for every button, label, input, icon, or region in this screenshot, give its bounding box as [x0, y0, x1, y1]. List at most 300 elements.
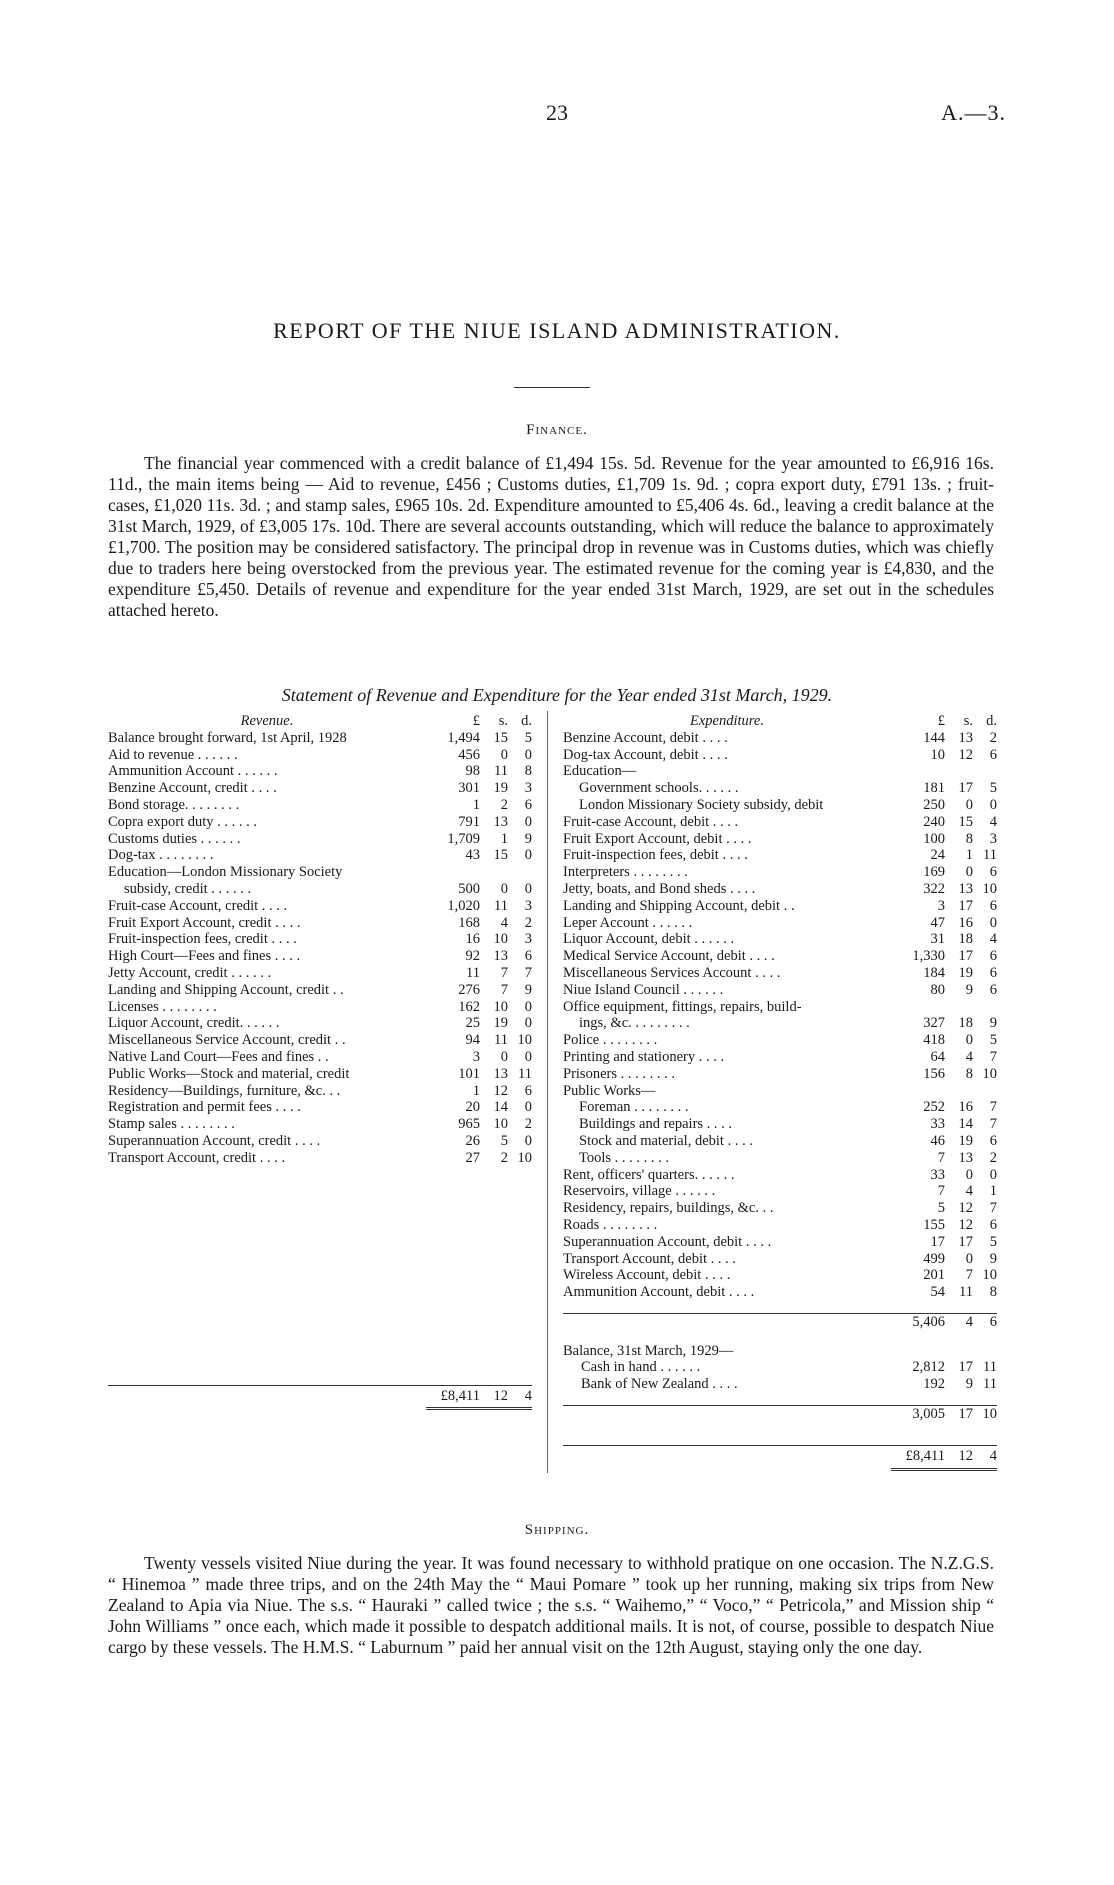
expenditure-row-label: Fruit-case Account, debit . . . . — [563, 813, 739, 830]
pounds: 3 — [937, 897, 945, 914]
shillings: 7 — [500, 964, 508, 981]
pounds: 169 — [923, 864, 945, 881]
pounds: 1,709 — [447, 830, 480, 847]
revenue-row-amount — [426, 881, 532, 898]
revenue-row-amount — [426, 1015, 532, 1032]
revenue-row — [108, 948, 532, 965]
expenditure-row-label: London Missionary Society subsidy, debit — [579, 796, 824, 813]
pounds: 2,812 — [912, 1359, 945, 1376]
expenditure-row-label: Medical Service Account, debit . . . . — [563, 948, 775, 965]
pounds: 98 — [465, 763, 480, 780]
pence: 6 — [989, 897, 997, 914]
shillings: 16 — [958, 1099, 973, 1116]
revenue-row-label: Ammunition Account . . . . . . — [108, 763, 278, 780]
pounds: 5 — [937, 1200, 945, 1217]
shillings: 8 — [965, 830, 973, 847]
shillings: s. — [963, 713, 973, 729]
pence: 6 — [989, 948, 997, 965]
revenue-row — [108, 1032, 532, 1049]
pounds: 33 — [930, 1166, 945, 1183]
expenditure-row — [563, 847, 997, 864]
revenue-row-amount — [426, 797, 532, 814]
pounds: 252 — [923, 1099, 945, 1116]
revenue-row — [108, 898, 532, 915]
shillings: 9 — [965, 981, 973, 998]
expenditure-row-amount — [891, 1150, 997, 1167]
pounds: 500 — [458, 880, 480, 897]
expenditure-row — [563, 1251, 997, 1268]
expenditure-row-label: Public Works— — [563, 1082, 656, 1099]
revenue-row-label: Benzine Account, credit . . . . — [108, 780, 277, 797]
revenue-row — [108, 763, 532, 780]
revenue-row-amount — [426, 1032, 532, 1049]
balance-total-amount — [891, 1406, 997, 1423]
revenue-row — [108, 780, 532, 797]
shillings: 0 — [965, 864, 973, 881]
pounds: 10 — [930, 746, 945, 763]
expenditure-row-amount — [891, 864, 997, 881]
revenue-spacer — [108, 1167, 532, 1385]
pounds: 94 — [465, 1032, 480, 1049]
pounds: 100 — [923, 830, 945, 847]
expenditure-row — [563, 1049, 997, 1066]
expenditure-row-amount — [891, 1234, 997, 1251]
pence: d. — [986, 713, 997, 729]
finance-section — [108, 453, 994, 621]
pounds: 101 — [458, 1065, 480, 1082]
pounds: 3,005 — [912, 1406, 945, 1423]
expenditure-row-amount — [891, 1133, 997, 1150]
pounds: 20 — [465, 1099, 480, 1116]
pounds: 162 — [458, 998, 480, 1015]
pence: 10 — [517, 1032, 532, 1049]
expenditure-row — [563, 1099, 997, 1116]
expenditure-row-label: Superannuation Account, debit . . . . — [563, 1233, 772, 1250]
pence: d. — [521, 713, 532, 729]
shillings: 0 — [500, 880, 508, 897]
expenditure-row-amount — [891, 1116, 997, 1133]
revenue-row — [108, 965, 532, 982]
revenue-row-label: Native Land Court—Fees and fines . . — [108, 1048, 329, 1065]
shillings: 12 — [958, 1216, 973, 1233]
pence: 10 — [982, 1065, 997, 1082]
shillings: 10 — [493, 1116, 508, 1133]
shillings: 12 — [958, 1200, 973, 1217]
revenue-row-label: Public Works—Stock and material, credit — [108, 1065, 350, 1082]
expenditure-row-amount — [891, 814, 997, 831]
pounds: 7 — [937, 1149, 945, 1166]
pounds: 499 — [923, 1250, 945, 1267]
revenue-row-amount — [426, 948, 532, 965]
shillings: 8 — [965, 1065, 973, 1082]
revenue-row-amount — [426, 1066, 532, 1083]
expenditure-row-amount — [891, 1217, 997, 1234]
expenditure-row — [563, 1150, 997, 1167]
expenditure-row — [563, 1284, 997, 1301]
expenditure-row-label: Wireless Account, debit . . . . — [563, 1267, 731, 1284]
pence: 5 — [524, 729, 532, 746]
expenditure-row-label: Miscellaneous Services Account . . . . — [563, 964, 781, 981]
shillings: 11 — [494, 1032, 508, 1049]
expenditure-row — [563, 982, 997, 999]
expenditure-row — [563, 1032, 997, 1049]
expenditure-header — [563, 713, 997, 730]
pence: 6 — [989, 981, 997, 998]
revenue-row — [108, 931, 532, 948]
pounds: 418 — [923, 1032, 945, 1049]
revenue-row-amount — [426, 999, 532, 1016]
revenue-row-label: High Court—Fees and fines . . . . — [108, 948, 301, 965]
pence: 7 — [524, 964, 532, 981]
expenditure-row-label: Buildings and repairs . . . . — [579, 1116, 733, 1133]
pence: 7 — [989, 1099, 997, 1116]
pounds: 24 — [930, 847, 945, 864]
revenue-row — [108, 847, 532, 864]
expenditure-row-label: Police . . . . . . . . — [563, 1032, 658, 1049]
revenue-row-amount — [426, 730, 532, 747]
pence: 8 — [989, 1284, 997, 1301]
pounds: 27 — [465, 1149, 480, 1166]
pence: 6 — [524, 796, 532, 813]
shillings: 10 — [493, 998, 508, 1015]
revenue-row-label: Jetty Account, credit . . . . . . — [108, 964, 272, 981]
pence: 0 — [524, 746, 532, 763]
revenue-double-rule — [426, 1407, 532, 1410]
shillings: 15 — [958, 813, 973, 830]
revenue-row-label: Aid to revenue . . . . . . — [108, 746, 238, 763]
pounds: £ — [472, 713, 480, 729]
expenditure-row-amount — [891, 747, 997, 764]
revenue-row-amount — [426, 1049, 532, 1066]
column-divider — [547, 711, 548, 1473]
pounds: 43 — [465, 847, 480, 864]
pence: 6 — [989, 864, 997, 881]
balance-row-label: Bank of New Zealand . . . . — [581, 1376, 738, 1393]
pounds: 301 — [458, 780, 480, 797]
pence: 9 — [524, 830, 532, 847]
pounds: 184 — [923, 964, 945, 981]
shillings: 13 — [493, 1065, 508, 1082]
expenditure-row-amount — [891, 1167, 997, 1184]
shillings: 17 — [958, 897, 973, 914]
pounds: 456 — [458, 746, 480, 763]
pounds: 16 — [465, 931, 480, 948]
expenditure-row-label: Jetty, boats, and Bond sheds . . . . — [563, 880, 756, 897]
revenue-header-amount — [426, 713, 532, 730]
pence: 6 — [524, 948, 532, 965]
revenue-row-amount — [426, 1133, 532, 1150]
pence: 3 — [524, 897, 532, 914]
pence: 0 — [524, 813, 532, 830]
shillings: 13 — [493, 813, 508, 830]
pounds: £8,411 — [905, 1447, 945, 1464]
shillings: 12 — [493, 1082, 508, 1099]
pence: 0 — [989, 914, 997, 931]
pence: 2 — [524, 914, 532, 931]
pence: 10 — [982, 1406, 997, 1423]
pence: 2 — [989, 1149, 997, 1166]
expenditure-row-label: Fruit-inspection fees, debit . . . . — [563, 847, 748, 864]
pounds: 64 — [930, 1048, 945, 1065]
revenue-row-amount — [426, 1099, 532, 1116]
expenditure-row-amount — [891, 948, 997, 965]
shillings: 17 — [958, 948, 973, 965]
shillings: 13 — [958, 729, 973, 746]
revenue-row-label: Dog-tax . . . . . . . . — [108, 847, 214, 864]
pounds: 54 — [930, 1284, 945, 1301]
shillings: 2 — [500, 796, 508, 813]
pence: 4 — [524, 1387, 532, 1404]
expenditure-row-amount — [891, 1200, 997, 1217]
expenditure-row — [563, 730, 997, 747]
shillings: 0 — [965, 1032, 973, 1049]
pounds: 155 — [923, 1216, 945, 1233]
revenue-row-label: Licenses . . . . . . . . — [108, 998, 217, 1015]
shillings: 4 — [500, 914, 508, 931]
pence: 9 — [989, 1250, 997, 1267]
shillings: 17 — [958, 1406, 973, 1423]
pounds: 192 — [923, 1376, 945, 1393]
shillings: 15 — [493, 847, 508, 864]
expenditure-row-amount — [891, 965, 997, 982]
expenditure-row — [563, 931, 997, 948]
shillings: 13 — [958, 880, 973, 897]
expenditure-row — [563, 915, 997, 932]
shillings: 0 — [965, 1166, 973, 1183]
revenue-row — [108, 1015, 532, 1032]
revenue-row — [108, 1099, 532, 1116]
expenditure-row — [563, 1167, 997, 1184]
shillings: 2 — [500, 1149, 508, 1166]
revenue-row-label: subsidy, credit . . . . . . — [124, 880, 252, 897]
revenue-row-amount — [426, 931, 532, 948]
shipping-paragraph: Twenty vessels visited Niue during the year. It was found necessary to withhold pratique on one occasion. The N.Z.G.S. “ Hinemoa ” made three trips, and on the 24th May the “ Maui Pomare ” took up her running, making six trips from New Zealand to Apia via Niue. The s.s. “ Hauraki ” called twice ; the s.s. “ Waihemo,” “ Voco,” “ Petricola,” and Mission ship “ John Williams ” once each, which made it possible to despatch additional mails. It is not, of course, possible to despatch Niue cargo by these vessels. The H.M.S. “ Laburnum ” paid her annual visit on the 12th August, staying only the one day. — [108, 1553, 994, 1657]
expenditure-row-label: Interpreters . . . . . . . . — [563, 864, 688, 881]
pence: 7 — [989, 1116, 997, 1133]
revenue-row-amount — [426, 814, 532, 831]
revenue-row-label: Education—London Missionary Society — [108, 864, 343, 881]
revenue-row — [108, 999, 532, 1016]
pence: 6 — [989, 1216, 997, 1233]
revenue-row — [108, 881, 532, 898]
revenue-row — [108, 730, 532, 747]
pounds: 250 — [923, 796, 945, 813]
pounds: 46 — [930, 1132, 945, 1149]
shillings: 14 — [958, 1116, 973, 1133]
expenditure-row-label: Residency, repairs, buildings, &c. . . — [563, 1200, 774, 1217]
pence: 7 — [989, 1048, 997, 1065]
revenue-row-label: Fruit-inspection fees, credit . . . . — [108, 931, 297, 948]
pence: 10 — [517, 1149, 532, 1166]
shillings: 12 — [493, 1387, 508, 1404]
shillings: 11 — [494, 897, 508, 914]
shillings: 0 — [965, 796, 973, 813]
shillings: 5 — [500, 1132, 508, 1149]
expenditure-row-label: Government schools. . . . . . — [579, 780, 739, 797]
pence: 0 — [524, 880, 532, 897]
expenditure-row-amount — [891, 1099, 997, 1116]
expenditure-row-label: Liquor Account, debit . . . . . . — [563, 931, 735, 948]
shillings: 13 — [493, 948, 508, 965]
shillings: 12 — [958, 1447, 973, 1464]
revenue-row — [108, 1116, 532, 1133]
expenditure-spacer — [563, 1423, 997, 1445]
shillings: 7 — [965, 1267, 973, 1284]
expenditure-gap — [563, 1331, 997, 1343]
expenditure-row-amount — [891, 1015, 997, 1032]
expenditure-row — [563, 831, 997, 848]
revenue-row-amount — [426, 982, 532, 999]
expenditure-row — [563, 864, 997, 881]
pounds: 276 — [458, 981, 480, 998]
expenditure-row-amount — [891, 831, 997, 848]
revenue-grand-total — [108, 1385, 532, 1405]
pence: 0 — [524, 1099, 532, 1116]
pounds: 240 — [923, 813, 945, 830]
expenditure-row-amount — [891, 1251, 997, 1268]
revenue-row-amount — [426, 1116, 532, 1133]
pence: 6 — [989, 746, 997, 763]
expenditure-row — [563, 1133, 997, 1150]
revenue-row-amount — [426, 915, 532, 932]
pounds: 1,494 — [447, 729, 480, 746]
pence: 6 — [989, 1313, 997, 1330]
expenditure-row — [563, 814, 997, 831]
pounds: 181 — [923, 780, 945, 797]
pounds: 1,020 — [447, 897, 480, 914]
revenue-row-label: Superannuation Account, credit . . . . — [108, 1132, 321, 1149]
pence: 6 — [989, 964, 997, 981]
pence: 10 — [982, 1267, 997, 1284]
pounds: 80 — [930, 981, 945, 998]
pounds: 1,330 — [912, 948, 945, 965]
revenue-row-label: Landing and Shipping Account, credit . . — [108, 981, 344, 998]
shillings: 1 — [500, 830, 508, 847]
revenue-row — [108, 1083, 532, 1100]
pence: 7 — [989, 1200, 997, 1217]
pence: 0 — [989, 796, 997, 813]
expenditure-header-label: Expenditure. — [690, 713, 764, 729]
revenue-row-amount — [426, 780, 532, 797]
revenue-row-label: Fruit-case Account, credit . . . . — [108, 897, 288, 914]
expenditure-row-amount — [891, 881, 997, 898]
pence: 10 — [982, 880, 997, 897]
expenditure-row-amount — [891, 982, 997, 999]
expenditure-row-label: Printing and stationery . . . . — [563, 1048, 725, 1065]
pounds: 322 — [923, 880, 945, 897]
shillings: 13 — [958, 1149, 973, 1166]
expenditure-row-amount — [891, 1284, 997, 1301]
revenue-row-label: Liquor Account, credit. . . . . . — [108, 1015, 280, 1032]
revenue-row — [108, 831, 532, 848]
revenue-row — [108, 1066, 532, 1083]
pounds: 26 — [465, 1132, 480, 1149]
balance-heading-label: Balance, 31st March, 1929— — [563, 1342, 734, 1359]
expenditure-table — [563, 713, 997, 1471]
balance-row-label: Cash in hand . . . . . . — [581, 1359, 701, 1376]
expenditure-row-label: Roads . . . . . . . . — [563, 1216, 658, 1233]
balance-heading — [563, 1343, 997, 1360]
shillings: 14 — [493, 1099, 508, 1116]
balance-row — [563, 1359, 997, 1376]
revenue-row — [108, 1049, 532, 1066]
revenue-row-label: Balance brought forward, 1st April, 1928 — [108, 729, 347, 746]
expenditure-grand-total — [563, 1445, 997, 1465]
pounds: 1 — [472, 1082, 480, 1099]
revenue-row-label: Fruit Export Account, credit . . . . — [108, 914, 301, 931]
finance-heading: Finance. — [526, 422, 588, 438]
pence: 11 — [983, 847, 997, 864]
expenditure-row-amount — [891, 931, 997, 948]
revenue-row — [108, 797, 532, 814]
expenditure-row-label: Fruit Export Account, debit . . . . — [563, 830, 752, 847]
pence: 0 — [524, 847, 532, 864]
pence: 5 — [989, 780, 997, 797]
expenditure-row — [563, 999, 997, 1016]
revenue-row — [108, 915, 532, 932]
revenue-row-amount — [426, 847, 532, 864]
shillings: 19 — [493, 780, 508, 797]
revenue-row-label: Miscellaneous Service Account, credit . . — [108, 1032, 346, 1049]
expenditure-row-amount — [891, 1066, 997, 1083]
expenditure-row-amount — [891, 1032, 997, 1049]
revenue-row-label: Copra export duty . . . . . . — [108, 813, 258, 830]
expenditure-row-amount — [891, 1267, 997, 1284]
expenditure-row-amount — [891, 730, 997, 747]
pounds: 7 — [937, 1183, 945, 1200]
expenditure-row — [563, 797, 997, 814]
pence: 1 — [989, 1183, 997, 1200]
expenditure-row-label: Niue Island Council . . . . . . — [563, 981, 724, 998]
pounds: 3 — [472, 1048, 480, 1065]
pence: 4 — [989, 931, 997, 948]
pounds: 47 — [930, 914, 945, 931]
expenditure-row-label: Dog-tax Account, debit . . . . — [563, 746, 728, 763]
expenditure-row-label: Foreman . . . . . . . . — [579, 1099, 689, 1116]
revenue-row-amount — [426, 898, 532, 915]
pounds: 791 — [458, 813, 480, 830]
expenditure-subtotal — [563, 1313, 997, 1331]
pence: 9 — [524, 981, 532, 998]
expenditure-row — [563, 898, 997, 915]
expenditure-row-label: Tools . . . . . . . . — [579, 1149, 670, 1166]
document-reference: A.—3. — [941, 100, 1006, 125]
shillings: 4 — [965, 1048, 973, 1065]
shillings: 18 — [958, 931, 973, 948]
pounds: 33 — [930, 1116, 945, 1133]
pence: 2 — [524, 1116, 532, 1133]
pounds: 5,406 — [912, 1313, 945, 1330]
pence: 0 — [524, 998, 532, 1015]
pence: 6 — [989, 1132, 997, 1149]
pounds: 965 — [458, 1116, 480, 1133]
expenditure-row-label: Reservoirs, village . . . . . . — [563, 1183, 716, 1200]
pounds: 11 — [466, 964, 480, 981]
pence: 3 — [524, 931, 532, 948]
shillings: 17 — [958, 780, 973, 797]
balance-row — [563, 1376, 997, 1393]
pounds: 25 — [465, 1015, 480, 1032]
revenue-row-label: Transport Account, credit . . . . — [108, 1149, 286, 1166]
pence: 11 — [983, 1376, 997, 1393]
shillings: s. — [498, 713, 508, 729]
pence: 8 — [524, 763, 532, 780]
expenditure-row — [563, 948, 997, 965]
pence: 11 — [983, 1359, 997, 1376]
expenditure-row-amount — [891, 780, 997, 797]
pounds: 92 — [465, 948, 480, 965]
expenditure-row-label: Office equipment, fittings, repairs, build- — [563, 998, 802, 1015]
